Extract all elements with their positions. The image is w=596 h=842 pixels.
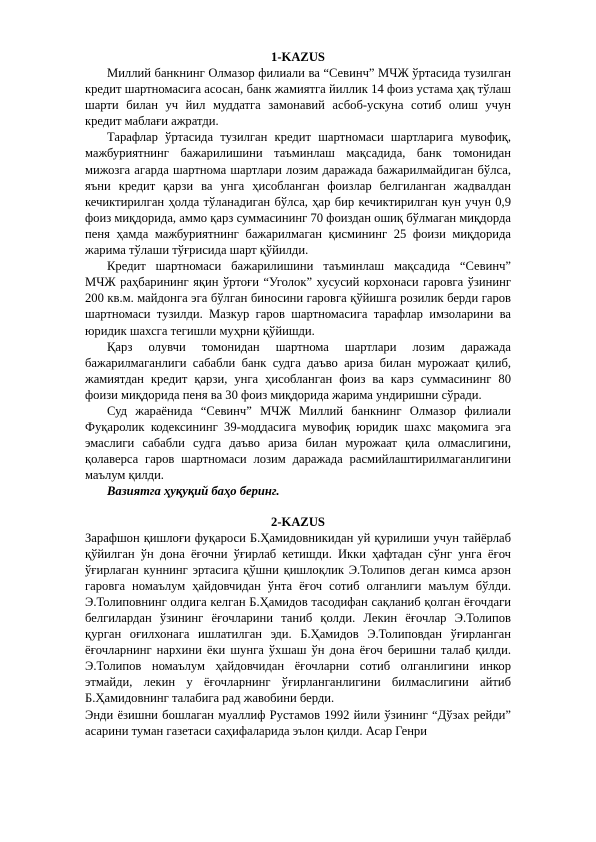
case1-paragraph-5: Суд жараёнида “Севинч” МЧЖ Миллий банкнинг Олмазор филиали Фуқаролик кодексининг 39-моддасига мувофиқ юридик шахс мақомига эга эмаслиги сабабли судга даъво ариза билан мурожаат қила олмаслигини, қолаверса гаров шартномаси лозим даражада расмийлаштирилмаганлигини маълум қилди. [85,403,511,483]
case2-paragraph-1: Зарафшон қишлоғи фуқароси Б.Ҳамидовникидан уй қурилиши учун тайёрлаб қўйилган ўн дона ёғочни ўғирлаб кетишди. Икки ҳафтадан сўнг унга ёғоч ўғирлаган куннинг эртасига қўшни қишлоқлик Э.Толипов деган кимса арзон гаровга номаълум ҳайдовчидан ўнта ёғоч сотиб олганлиги маълум бўлди. Э.Толиповнинг олдига келган Б.Ҳамидов тасодифан сақланиб қолган ёғочдаги белгилардан ўзининг ёғочларини таниб қолди. Лекин ёғочлар Э.Толипов қурган оғилхонага ишлатилган эди. Б.Ҳамидов Э.Толиповдан ўғирланган ёғочларнинг нархини ёки шунга ўхшаш ўн дона ёғоч беришни талаб қилди. Э.Толипов номаълум ҳайдовчидан ёғочларни сотиб олганлигини инкор этмайди, лекин у ёғочларнинг ўғирланганлигини билмаслигини айтиб Б.Ҳамидовнинг талабига рад жавобини берди. [85,530,511,706]
case2-paragraph-2: Энди ёзишни бошлаган муаллиф Рустамов 1992 йили ўзининг “Дўзах рейди” асарини туман газетаси саҳифаларида эълон қилди. Асар Генри [85,707,511,738]
case1-paragraph-4: Қарз олувчи томонидан шартнома шартлари лозим даражада бажарилмаганлиги сабабли банк судга даъво ариза билан мурожаат қилиб, жамиятдан кредит қарзи, унга ҳисобланган фоиз ва карз суммасининг 80 фоизи миқдорида пеня ва 30 фоиз миқдорида жарима ундиришни сўради. [85,339,511,402]
section-gap [85,500,511,515]
case1-paragraph-2: Тарафлар ўртасида тузилган кредит шартномаси шартларига мувофиқ, мажбуриятнинг бажарилишини таъминлаш мақсадида, банк томонидан мижозга агарда шартнома шартлари лозим даражада бажарилмайдиган бўлса, яъни кредит қарзи ва унга ҳисобланган фоизлар белгиланган жадвалдан кечиктирилган ҳолда тўланадиган бўлса, ҳар бир кечиктирилган кун учун 0,9 фоиз миқдорида, аммо қарз суммасининг 70 фоиздан ошиқ бўлмаган миқдорда пеня ҳамда мажбуриятнинг бажарилмаган қисмининг 25 фоизи миқдорида жарима тўлаши тўғрисида шарт қўйилди. [85,130,511,258]
case1-paragraph-1: Миллий банкнинг Олмазор филиали ва “Севинч” МЧЖ ўртасида тузилган кредит шартномасига асосан, банк жамиятга йиллик 14 фоиз устама ҳақ тўлаш шарти билан уч йил муддатга замонавий асбоб-ускуна сотиб олиш учун кредит маблағи ажратди. [85,66,511,129]
case1-task: Вазиятга ҳуқуқий баҳо беринг. [107,484,280,499]
case1-paragraph-3: Кредит шартномаси бажарилишини таъминлаш мақсадида “Севинч” МЧЖ раҳбарининг яқин ўртоғи “Уголок” хусусий корхонаси гаровга ўзининг 200 кв.м. майдонга эга бўлган биносини гаровга қўйишга розилик берди гаров шартномаси тузилди. Мазкур гаров шартномасига тарафлар имзоларини ва юридик шахсга тегишли муҳрни қўйишди. [85,259,511,338]
case1-title: 1-KAZUS [271,50,325,64]
case2-title: 2-KAZUS [271,514,325,529]
